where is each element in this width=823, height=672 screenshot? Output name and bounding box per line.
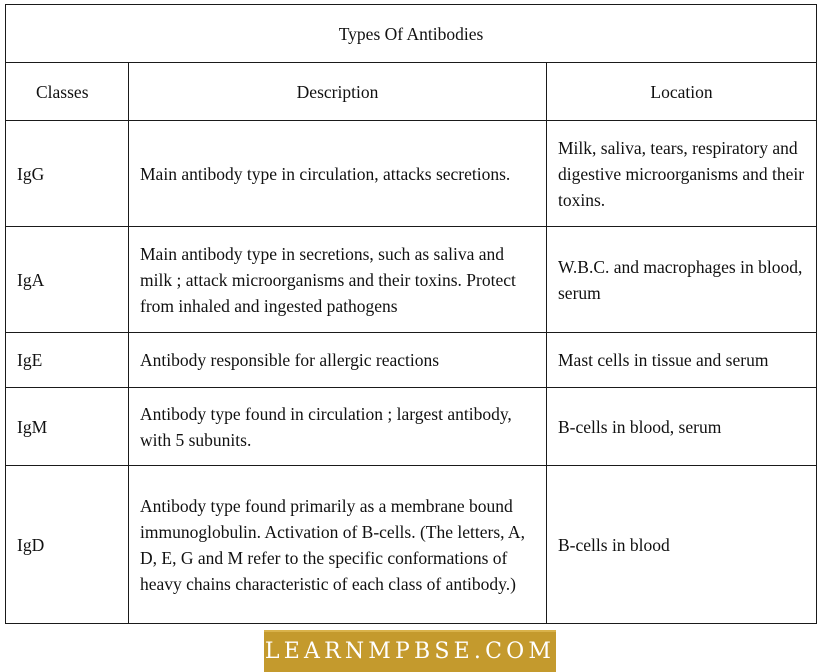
antibody-types-table [5,4,817,624]
class-cell: IgG [6,121,129,227]
header-location: Location [547,63,817,121]
location-cell: Milk, saliva, tears, respiratory and digestive microorganisms and their toxins. [547,121,817,227]
table-row-igg [6,121,817,227]
site-watermark-badge: LEARNMPBSE.COM [264,630,556,672]
description-cell: Main antibody type in circulation, attacks secretions. [129,121,547,227]
description-cell: Antibody responsible for allergic reactions [129,333,547,388]
class-cell: IgM [6,388,129,466]
class-cell: IgD [6,466,129,624]
table-row-ige [6,333,817,388]
location-cell: W.B.C. and macrophages in blood, serum [547,227,817,333]
table-row-igm [6,388,817,466]
table-row-igd [6,466,817,624]
table-row-iga [6,227,817,333]
location-cell: Mast cells in tissue and serum [547,333,817,388]
table-title: Types Of Antibodies [6,5,817,63]
header-row [6,63,817,121]
header-classes: Classes [6,63,129,121]
description-cell: Main antibody type in secretions, such as saliva and milk ; attack microorganisms and their toxins. Protect from inhaled and ingested pathogens [129,227,547,333]
class-cell: IgE [6,333,129,388]
title-row [6,5,817,63]
description-cell: Antibody type found primarily as a membrane bound immunoglobulin. Activation of B-cells. (The letters, A, D, E, G and M refer to the specific conformations of heavy chains characteristic of each class of antibody.) [129,466,547,624]
class-cell: IgA [6,227,129,333]
location-cell: B-cells in blood [547,466,817,624]
description-cell: Antibody type found in circulation ; largest antibody, with 5 subunits. [129,388,547,466]
header-description: Description [129,63,547,121]
location-cell: B-cells in blood, serum [547,388,817,466]
